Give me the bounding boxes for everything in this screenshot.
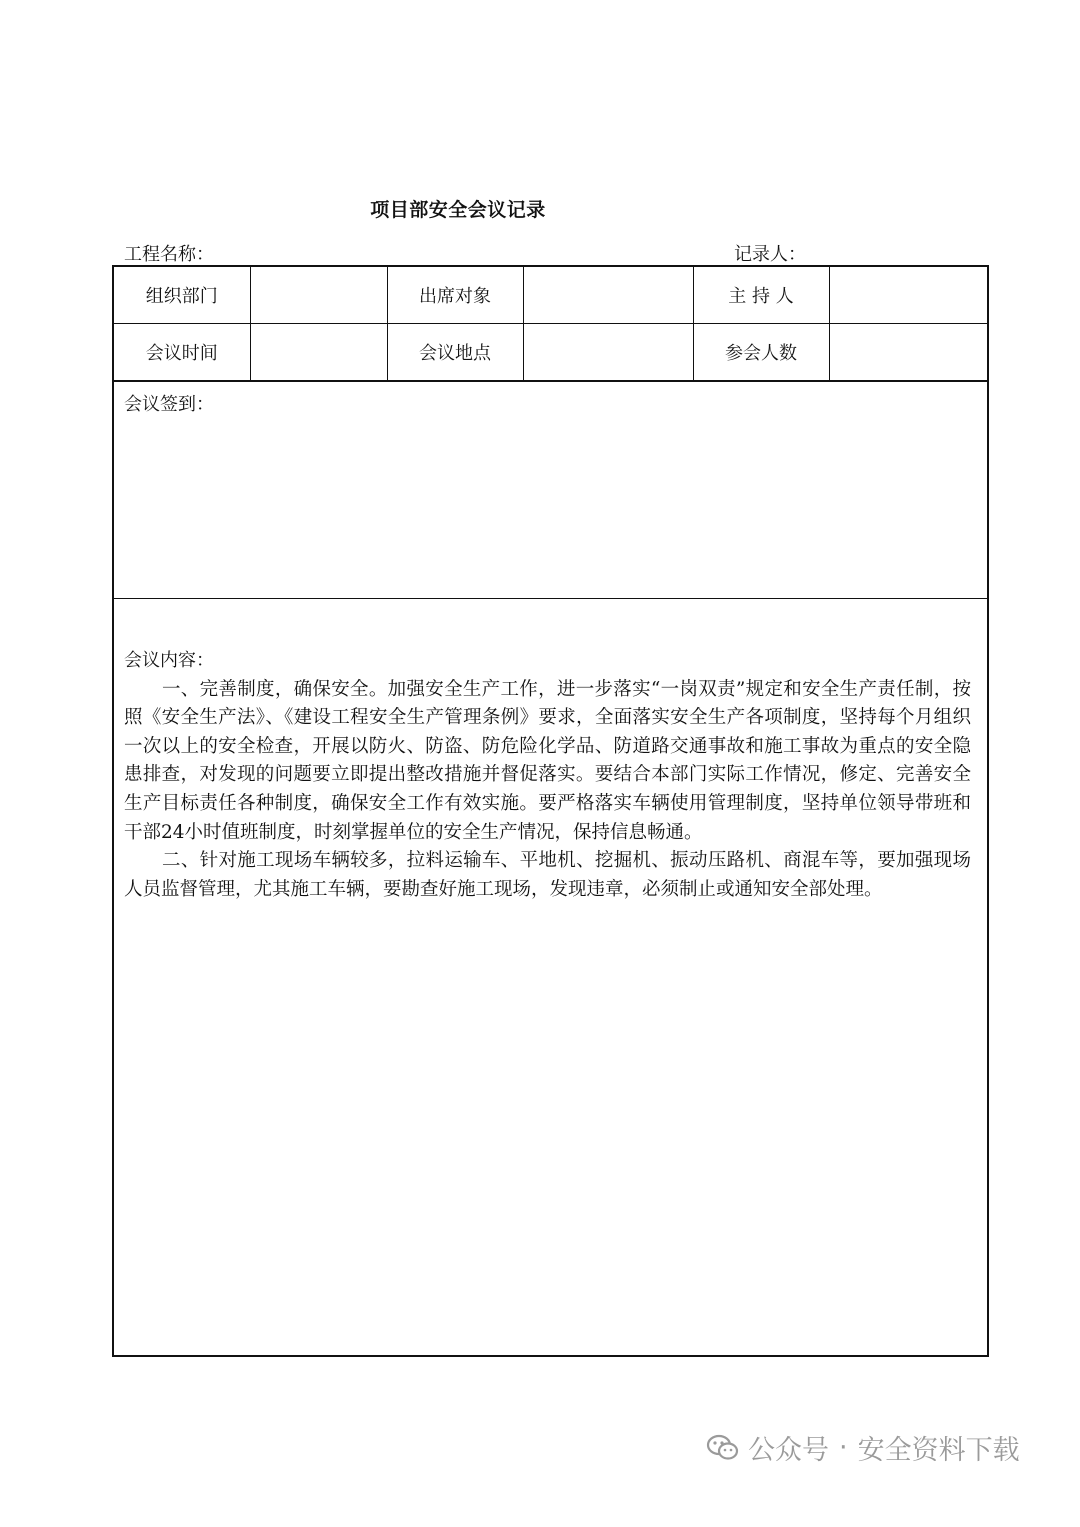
host-label: 主 持 人	[693, 267, 829, 324]
watermark-account: 安全资料下载	[857, 1435, 1020, 1466]
signin-section[interactable]	[114, 381, 987, 599]
meeting-time-label: 会议时间	[114, 324, 250, 381]
organizer-label: 组织部门	[114, 267, 250, 324]
content-paragraph-1: 一、完善制度，确保安全。加强安全生产工作，进一步落实“一岗双责”规定和安全生产责任制，按照《安全生产法》、《建设工程安全生产管理条例》要求，全面落实安全生产各项制度，坚持每个月组织一次以上的安全检查，开展以防火、防盗、防危险化学品、防道路交通事故和施工事故为重点的安全隐患排查，对发现的问题要立即提出整改措施并督促落实。要结合本部门实际工作情况，修定、完善安全生产目标责任各种制度，确保安全工作有效实施。要严格落实车辆使用管理制度，坚持单位领导带班和干部24小时值班制度，时刻掌握单位的安全生产情况，保持信息畅通。	[124, 678, 971, 843]
recorder-label: 记录人：	[734, 244, 806, 265]
content-label: 会议内容：	[124, 650, 214, 671]
meeting-record-form	[112, 265, 989, 1357]
signin-label: 会议签到：	[124, 394, 214, 415]
watermark-prefix: 公众号	[748, 1435, 829, 1466]
organizer-field[interactable]	[250, 267, 387, 324]
table-row	[114, 267, 987, 324]
document-title: 项目部安全会议记录	[370, 199, 546, 221]
meeting-time-field[interactable]	[250, 324, 387, 381]
content-paragraph-2: 二、针对施工现场车辆较多，拉料运输车、平地机、挖掘机、振动压路机、商混车等，要加强现场人员监督管理，尤其施工车辆，要勘查好施工现场，发现违章，必须制止或通知安全部处理。	[124, 850, 971, 900]
meeting-location-label: 会议地点	[387, 324, 523, 381]
table-row	[114, 324, 987, 381]
wechat-icon	[706, 1433, 740, 1463]
watermark-separator: ·	[839, 1432, 848, 1463]
attendees-label: 出席对象	[387, 267, 523, 324]
attendee-count-label: 参会人数	[693, 324, 829, 381]
project-name-label: 工程名称：	[124, 244, 214, 265]
attendee-count-field[interactable]	[829, 324, 987, 381]
meeting-content-section	[114, 599, 987, 904]
attendees-field[interactable]	[523, 267, 693, 324]
host-field[interactable]	[829, 267, 987, 324]
meeting-location-field[interactable]	[523, 324, 693, 381]
watermark	[706, 1428, 1020, 1467]
meeting-info-table	[114, 267, 987, 381]
